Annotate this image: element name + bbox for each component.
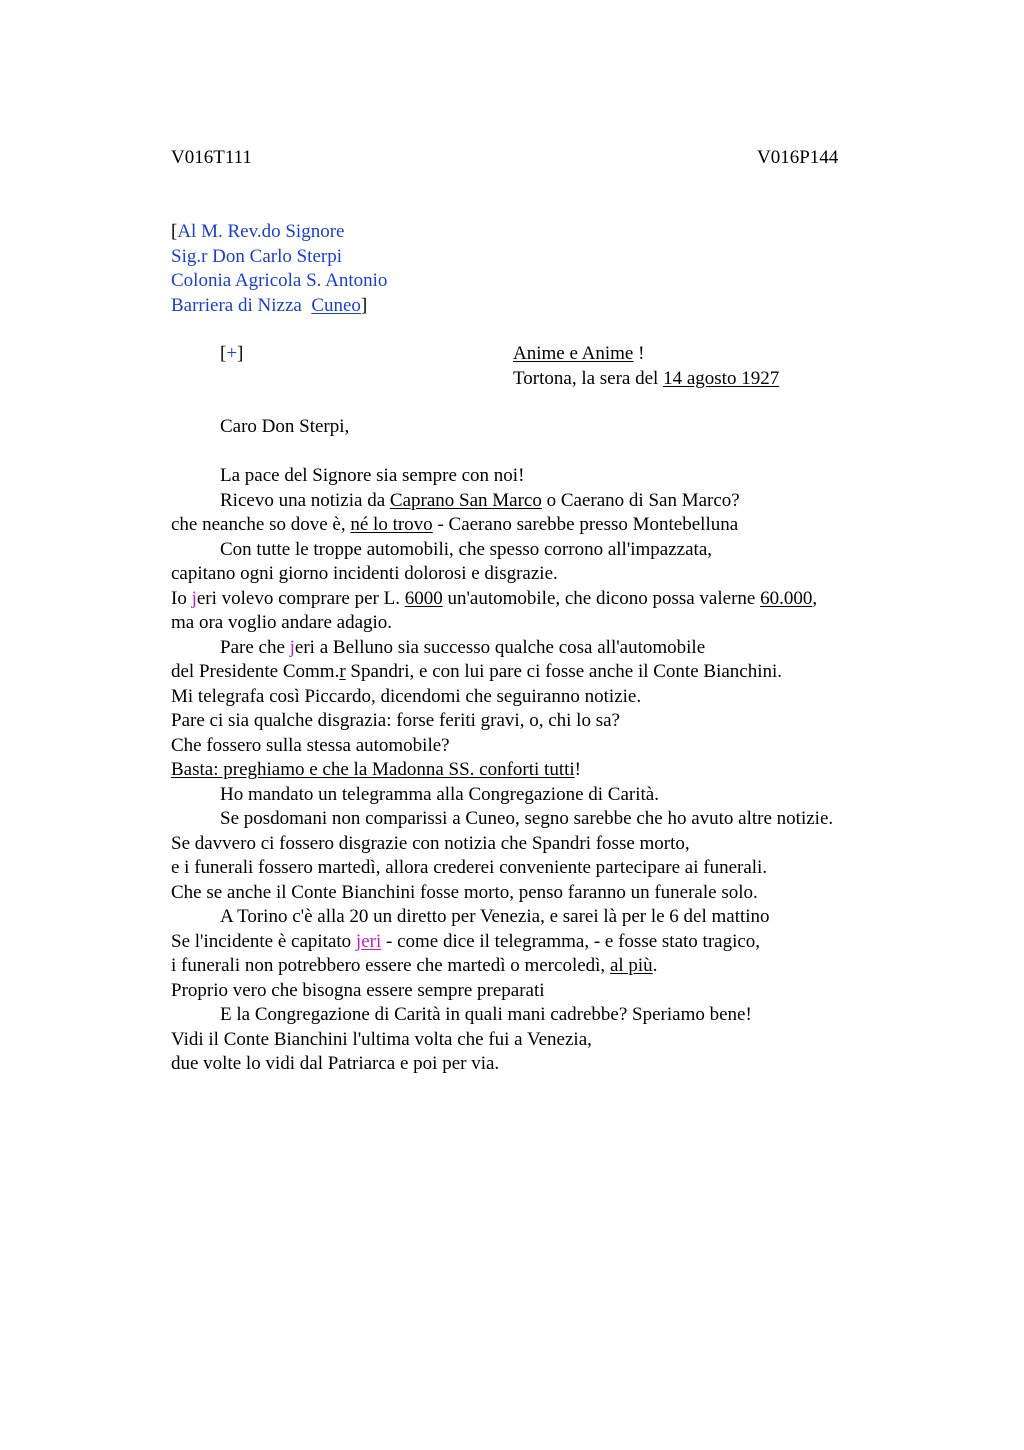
motto: Anime e Anime bbox=[513, 343, 634, 364]
address-open-bracket: [ bbox=[171, 221, 178, 242]
body-line: Se posdomani non comparissi a Cuneo, segno sarebbe che ho avuto altre notizie. bbox=[220, 808, 834, 829]
body-line: Pare ci sia qualche disgrazia: forse feriti gravi, o, chi lo sa? bbox=[171, 710, 620, 731]
body-line: del Presidente Comm.r Spandri, e con lui pare ci fosse anche il Conte Bianchini. bbox=[171, 661, 783, 682]
salutation: Caro Don Sterpi, bbox=[220, 416, 350, 437]
letter-body bbox=[171, 464, 931, 1077]
body-line: Se davvero ci fossero disgrazie con notizia che Spandri fosse morto, bbox=[171, 832, 690, 854]
place: Tortona, la sera del bbox=[513, 367, 664, 389]
body-line: che neanche so dove è, né lo trovo - Caerano sarebbe presso Montebelluna bbox=[171, 514, 739, 535]
body-line: Io jeri volevo comprare per L. 6000 un'automobile, che dicono possa valerne 60.000, bbox=[171, 587, 818, 609]
body-line: ma ora voglio andare adagio. bbox=[171, 612, 393, 633]
body-line: A Torino c'è alla 20 un diretto per Venezia, e sarei là per le 6 del mattino bbox=[220, 906, 770, 927]
letter-date: 14 agosto 1927 bbox=[663, 367, 780, 389]
reference-code-right: V016P144 bbox=[757, 147, 839, 168]
address-line-1: Al M. Rev.do Signore bbox=[177, 221, 345, 242]
address-city: Cuneo bbox=[311, 294, 361, 316]
body-line: Che fossero sulla stessa automobile? bbox=[171, 734, 450, 756]
body-line: Se l'incidente è capitato jeri - come dice il telegramma, - e fosse stato tragico, bbox=[171, 930, 761, 952]
body-line: Basta: preghiamo e che la Madonna SS. conforti tutti! bbox=[171, 759, 581, 780]
body-line: Pare che jeri a Belluno sia successo qualche cosa all'automobile bbox=[220, 636, 706, 658]
reference-code-left: V016T111 bbox=[171, 147, 252, 168]
cross-sign: + bbox=[226, 343, 238, 364]
cross-mark: [+] bbox=[220, 343, 244, 364]
body-line: Vidi il Conte Bianchini l'ultima volta che fui a Venezia, bbox=[171, 1028, 592, 1050]
body-line: i funerali non potrebbero essere che martedì o mercoledì, al più. bbox=[171, 955, 658, 976]
address-line-4: Barriera di Nizza bbox=[171, 294, 312, 316]
body-line: e i funerali fossero martedì, allora crederei conveniente partecipare ai funerali. bbox=[171, 857, 768, 878]
body-line: Con tutte le troppe automobili, che spesso corrono all'impazzata, bbox=[220, 538, 713, 560]
address-line-2: Sig.r Don Carlo Sterpi bbox=[171, 245, 342, 267]
address-close-bracket: ] bbox=[360, 294, 368, 316]
date-block: Anime e Anime ! Tortona, la sera del 14 agosto 1927 bbox=[513, 343, 780, 389]
body-line: Mi telegrafa così Piccardo, dicendomi che seguiranno notizie. bbox=[171, 685, 642, 707]
recipient-address bbox=[171, 220, 387, 318]
body-line: La pace del Signore sia sempre con noi! bbox=[220, 465, 525, 486]
body-line: E la Congregazione di Carità in quali mani cadrebbe? Speriamo bene! bbox=[220, 1004, 752, 1025]
body-line: Ho mandato un telegramma alla Congregazione di Carità. bbox=[220, 783, 659, 805]
body-line: Ricevo una notizia da Caprano San Marco o Caerano di San Marco? bbox=[220, 489, 740, 511]
address-line-3: Colonia Agricola S. Antonio bbox=[171, 270, 388, 291]
body-line: Proprio vero che bisogna essere sempre preparati bbox=[171, 979, 545, 1001]
body-line: Che se anche il Conte Bianchini fosse morto, penso faranno un funerale solo. bbox=[171, 881, 758, 903]
body-line: capitano ogni giorno incidenti dolorosi e disgrazie. bbox=[171, 563, 558, 584]
body-line: due volte lo vidi dal Patriarca e poi per via. bbox=[171, 1053, 500, 1074]
